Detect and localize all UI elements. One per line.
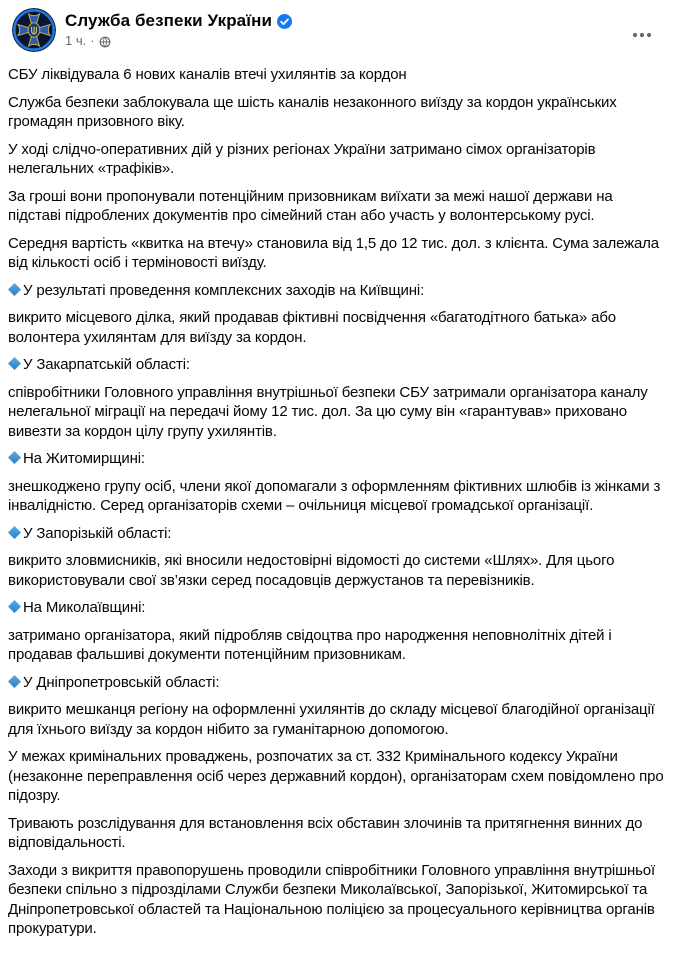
page-name-link[interactable]: Служба безпеки України [65,11,273,30]
sbu-emblem-icon [12,39,56,52]
blue-diamond-icon [8,525,21,538]
post-paragraph [8,747,664,806]
blue-diamond-icon [8,674,21,687]
paragraph-text: викрито місцевого ділка, який продавав фіктивні посвідчення «багатодітного батька» або волонтера ухилянтам для виїзду за кордон. [8,309,616,346]
ellipsis-icon [632,25,652,43]
paragraph-text: У Закарпатській області: [23,356,190,373]
paragraph-text: На Миколаївщині: [23,599,146,616]
paragraph-text: Служба безпеки заблокувала ще шість каналів незаконного виїзду за кордон українських громадян призовного віку. [8,93,617,130]
post-paragraph [8,383,664,442]
post-paragraph [8,93,664,132]
post-meta-row [65,33,292,49]
paragraph-text: У межах кримінальних проваджень, розпочатих за ст. 332 Кримінального кодексу України (незаконне переправлення осіб через державний кордон), організаторам схем повідомлено про підозру. [8,748,664,804]
post-paragraph [8,626,664,665]
post-paragraph [8,234,664,273]
meta-separator: · [90,33,95,48]
paragraph-text: викрито зловмисників, які вносили недостовірні відомості до системи «Шлях». Для цього використовували свої зв’язки серед посадовців держустанов та перевізників. [8,552,615,589]
post-paragraph-bullet [8,281,664,301]
paragraph-text: СБУ ліквідувала 6 нових каналів втечі ухилянтів за кордон [8,66,407,83]
paragraph-text: На Житомирщині: [23,450,145,467]
verified-badge-icon [277,14,292,29]
paragraph-text: За гроші вони пропонували потенційним призовникам виїхати за межі нашої держави на підставі підроблених документів про сімейний стан або участь у волонтерському русі. [8,187,613,224]
post-paragraph [8,551,664,590]
paragraph-text: Заходи з викриття правопорушень проводили співробітники Головного управління внутрішньої безпеки спільно з підрозділами Служби безпеки Миколаївської, Запорізької, Житомирської та Дніпропетровської областей та Національною поліцією за процесуального керівництва органів прокуратури. [8,861,655,937]
paragraph-text: Тривають розслідування для встановлення всіх обставин злочинів та притягнення винних до відповідальності. [8,814,643,851]
post-paragraph [8,187,664,226]
paragraph-text: знешкоджено групу осіб, члени якої допомагали з оформленням фіктивних шлюбів із жінками з інвалідністю. Серед організаторів схеми – очільниця місцевої громадської організації. [8,477,661,514]
paragraph-text: У ході слідчо-оперативних дій у різних регіонах України затримано сімох організаторів нелегальних «трафіків». [8,140,596,177]
post-body [8,65,664,939]
post-paragraph-bullet [8,355,664,375]
post-paragraph [8,814,664,853]
post-paragraph [8,308,664,347]
avatar[interactable] [12,8,56,52]
paragraph-text: викрито мешканця регіону на оформленні ухилянтів до складу місцевої благодійної організації для їхнього виїзду за кордон нібито за гуманітарною допомогою. [8,701,655,738]
post-paragraph-bullet [8,673,664,693]
paragraph-text: У результаті проведення комплексних заходів на Київщині: [23,281,425,299]
post-timestamp[interactable]: 1 ч. [65,33,87,48]
post-header [0,0,674,56]
public-globe-icon [99,36,111,48]
paragraph-text: Середня вартість «квитка на втечу» становила від 1,5 до 12 тис. дол. з клієнта. Сума залежала від кількості осіб і терміновості виїзду. [8,234,659,271]
post-paragraph-bullet [8,598,664,618]
blue-diamond-icon [8,282,21,295]
blue-diamond-icon [8,450,21,463]
post-paragraph [8,861,664,939]
more-options-button[interactable] [626,18,658,50]
post-paragraph-bullet [8,449,664,469]
post-paragraph [8,477,664,516]
paragraph-text: співробітники Головного управління внутрішньої безпеки СБУ затримали організатора каналу нелегальної міграції на передачі йому 12 тис. дол. За цю суму він «гарантував» приховано вивезти за кордон цілу групу ухилянтів. [8,383,648,440]
paragraph-text: У Запорізькій області: [23,524,172,542]
page-name-row [65,10,292,31]
header-info [65,8,292,49]
post-paragraph [8,140,664,179]
post-paragraph [8,700,664,739]
post-paragraph-bullet [8,524,664,544]
paragraph-text: У Дніпропетровській області: [23,673,220,691]
post-paragraph [8,65,664,85]
blue-diamond-icon [8,356,21,369]
paragraph-text: затримано організатора, який підробляв свідоцтва про народження неповнолітніх дітей і продавав фальшиві документи потенційним призовникам. [8,626,612,663]
blue-diamond-icon [8,599,21,612]
